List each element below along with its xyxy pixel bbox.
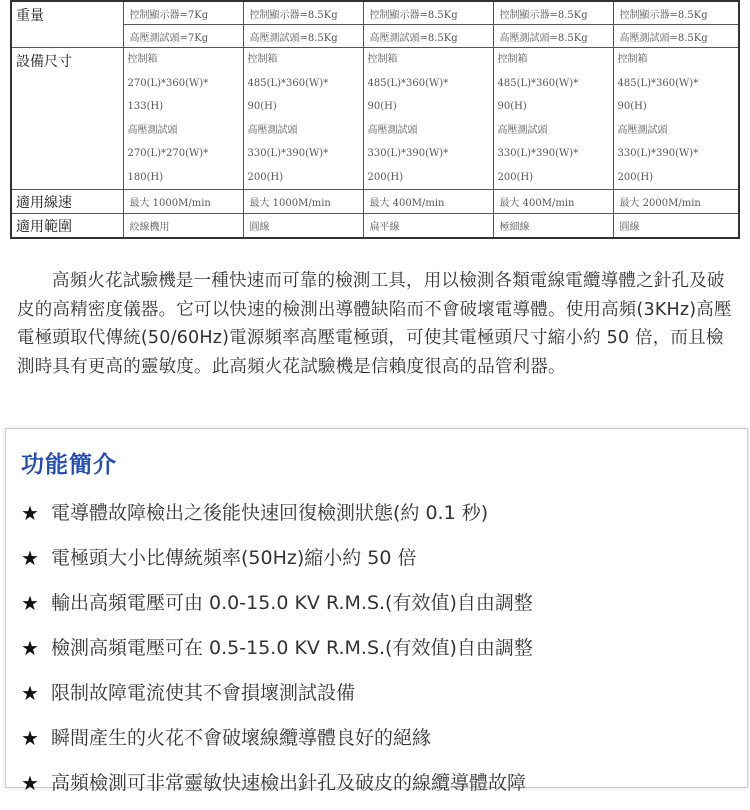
spec-table — [10, 0, 740, 239]
weight-label: 重量 — [11, 1, 123, 48]
dimension-line: 高壓測試頭 — [617, 124, 668, 136]
dimension-line: 高壓測試頭 — [127, 124, 178, 136]
weight-cell: 高壓測試頭=8.5Kg — [493, 25, 613, 48]
dimension-line: 200(H) — [497, 171, 534, 183]
line-speed-label: 適用線速 — [11, 190, 123, 214]
dimension-line: 485(L)*360(W)* — [247, 77, 329, 89]
weight-cell: 控制顯示器=8.5Kg — [363, 1, 493, 25]
star-icon: ★ — [21, 726, 39, 750]
dimension-line: 330(L)*390(W)* — [617, 148, 699, 159]
weight-cell: 高壓測試頭=7Kg — [123, 25, 243, 48]
dimensions-cell — [123, 48, 243, 190]
feature-item — [21, 630, 741, 675]
dimension-line: 330(L)*390(W)* — [497, 148, 579, 159]
feature-text: 高頻檢測可非常靈敏快速檢出針孔及破皮的線纜導體故障 — [51, 772, 527, 794]
line-speed-cell: 最大 1000M/min — [123, 190, 243, 214]
weight-cell: 高壓測試頭=8.5Kg — [243, 25, 363, 48]
dimension-line: 高壓測試頭 — [367, 124, 418, 136]
range-label: 適用範圍 — [11, 214, 123, 239]
features-list — [21, 495, 741, 810]
dimension-line: 90(H) — [617, 101, 647, 112]
feature-text: 檢測高頻電壓可在 0.5-15.0 KV R.M.S.(有效值)自由調整 — [51, 637, 533, 659]
weight-cell: 控制顯示器=8.5Kg — [493, 1, 613, 25]
dimensions-cell — [243, 48, 363, 190]
feature-text: 電導體故障檢出之後能快速回復檢測狀態(約 0.1 秒) — [51, 502, 489, 524]
features-panel — [5, 428, 748, 795]
range-cell: 極細線 — [493, 214, 613, 239]
line-speed-cell: 最大 400M/min — [363, 190, 493, 214]
feature-item — [21, 765, 741, 810]
dimension-line: 90(H) — [497, 101, 527, 112]
range-cell: 扁平線 — [363, 214, 493, 239]
line-speed-cell: 最大 400M/min — [493, 190, 613, 214]
star-icon: ★ — [21, 771, 39, 795]
star-icon: ★ — [21, 591, 39, 615]
dimension-line: 90(H) — [367, 101, 397, 112]
weight-cell: 控制顯示器=8.5Kg — [613, 1, 739, 25]
intro-paragraph: 高頻火花試驗機是一種快速而可靠的檢測工具，用以檢測各類電線電纜導體之針孔及破皮的高精密度儀器。它可以快速的檢測出導體缺陷而不會破壞電導體。使用高頻(3KHz)高壓電極頭取代傳統(50/60Hz)電源頻率高壓電極頭，可使其電極頭尺寸縮小約 50 倍，而且檢測時具有更高的靈敏度。此高頻火花試驗機是信賴度很高的品管利器。 — [17, 271, 732, 377]
dimension-line: 控制箱 — [367, 54, 398, 65]
feature-text: 限制故障電流使其不會損壞測試設備 — [51, 682, 356, 704]
dimension-line: 485(L)*360(W)* — [617, 77, 699, 89]
features-title: 功能簡介 — [21, 452, 117, 478]
dimension-line: 200(H) — [367, 171, 404, 183]
star-icon: ★ — [21, 546, 39, 570]
dimension-line: 485(L)*360(W)* — [367, 77, 449, 89]
dimension-line: 270(L)*360(W)* — [127, 77, 209, 89]
dimension-line: 180(H) — [127, 171, 164, 183]
range-cell: 絞線機用 — [123, 214, 243, 239]
dimensions-cell — [613, 48, 739, 190]
dimensions-cell — [363, 48, 493, 190]
star-icon: ★ — [21, 636, 39, 660]
dimension-line: 330(L)*390(W)* — [367, 148, 449, 159]
dimension-line: 133(H) — [127, 101, 164, 112]
line-speed-cell: 最大 1000M/min — [243, 190, 363, 214]
feature-item — [21, 675, 741, 720]
range-cell: 圓線 — [613, 214, 739, 239]
weight-cell: 高壓測試頭=8.5Kg — [613, 25, 739, 48]
feature-text: 瞬間產生的火花不會破壞線纜導體良好的絕緣 — [51, 727, 432, 749]
dimension-line: 控制箱 — [497, 54, 528, 65]
dimension-line: 330(L)*390(W)* — [247, 148, 329, 159]
feature-item — [21, 495, 741, 540]
dimensions-label: 設備尺寸 — [11, 48, 123, 190]
weight-cell: 控制顯示器=8.5Kg — [243, 1, 363, 25]
star-icon: ★ — [21, 501, 39, 525]
dimensions-cell — [493, 48, 613, 190]
line-speed-row — [11, 190, 739, 214]
dimension-line: 90(H) — [247, 101, 277, 112]
feature-text: 輸出高頻電壓可由 0.0-15.0 KV R.M.S.(有效值)自由調整 — [51, 592, 533, 614]
dimension-line: 200(H) — [617, 171, 654, 183]
dimension-line: 485(L)*360(W)* — [497, 77, 579, 89]
range-row — [11, 214, 739, 239]
weight-row — [11, 1, 739, 25]
dimension-line: 控制箱 — [617, 54, 648, 65]
dimension-line: 控制箱 — [247, 54, 278, 65]
weight-cell: 高壓測試頭=8.5Kg — [363, 25, 493, 48]
feature-item — [21, 585, 741, 630]
dimension-line: 270(L)*270(W)* — [127, 148, 209, 159]
range-cell: 圓線 — [243, 214, 363, 239]
feature-text: 電極頭大小比傳統頻率(50Hz)縮小約 50 倍 — [51, 547, 417, 569]
dimension-line: 200(H) — [247, 171, 284, 183]
dimension-line: 高壓測試頭 — [247, 124, 298, 136]
feature-item — [21, 720, 741, 765]
dimensions-row — [11, 48, 739, 190]
star-icon: ★ — [21, 681, 39, 705]
feature-item — [21, 540, 741, 585]
dimension-line: 高壓測試頭 — [497, 124, 548, 136]
dimension-line: 控制箱 — [127, 54, 158, 65]
weight-cell: 控制顯示器=7Kg — [123, 1, 243, 25]
line-speed-cell: 最大 2000M/min — [613, 190, 739, 214]
